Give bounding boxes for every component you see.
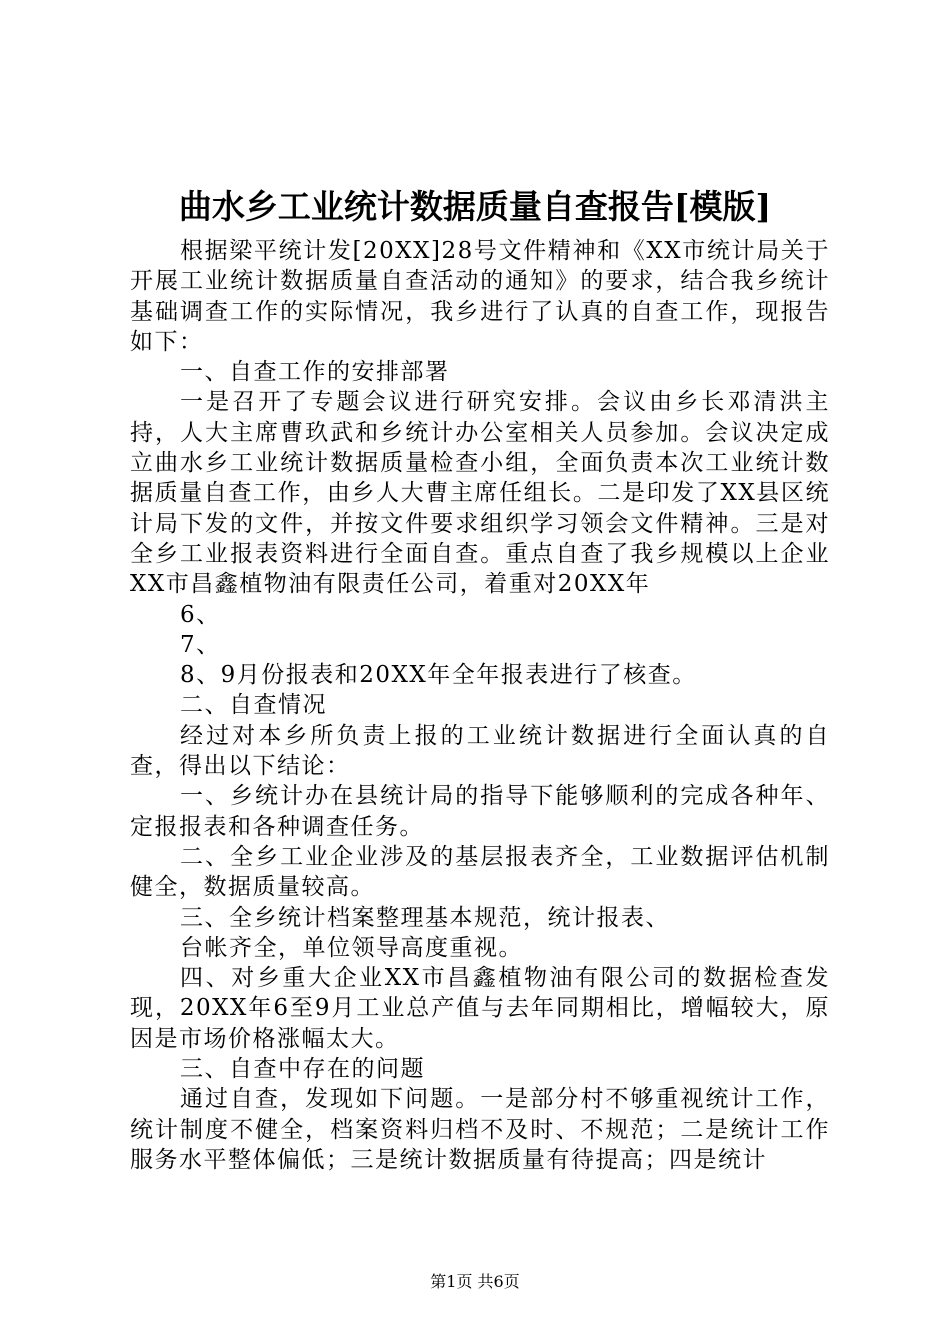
conclusion-item-4: 四、对乡重大企业XX市昌鑫植物油有限公司的数据检查发现，20XX年6至9月工业总产值与去年同期相比，增幅较大，原因是市场价格涨幅太大。 xyxy=(130,965,830,1052)
section-heading-3: 三、自查中存在的问题 xyxy=(180,1056,425,1083)
section-heading-2: 二、自查情况 xyxy=(180,692,327,719)
document-title: 曲水乡工业统计数据质量自查报告[模版] xyxy=(178,187,772,226)
paragraph-conclusion-intro: 经过对本乡所负责上报的工业统计数据进行全面认真的自查，得出以下结论： xyxy=(130,722,830,780)
conclusion-item-3: 三、全乡统计档案整理基本规范，统计报表、 xyxy=(180,904,670,931)
conclusion-item-2: 二、全乡工业企业涉及的基层报表齐全，工业数据评估机制健全，数据质量较高。 xyxy=(130,843,830,901)
section-heading-1: 一、自查工作的安排部署 xyxy=(180,359,450,386)
conclusion-item-1: 一、乡统计办在县统计局的指导下能够顺利的完成各种年、定报报表和各种调查任务。 xyxy=(130,783,830,840)
paragraph-arrangement: 一是召开了专题会议进行研究安排。会议由乡长邓清洪主持，人大主席曹玖武和乡统计办公室相关人员参加。会议决定成立曲水乡工业统计数据质量检查小组，全面负责本次工业统计数据质量自查工作，由乡人大曹主席任组长。二是印发了XX县区统计局下发的文件，并按文件要求组织学习领会文件精神。三是对全乡工业报表资料进行全面自查。重点自查了我乡规模以上企业XX市昌鑫植物油有限责任公司，着重对20XX年 xyxy=(130,389,830,598)
page-footer: 第1页 共6页 xyxy=(430,1272,520,1291)
document-body xyxy=(130,236,830,1175)
list-item-6: 6、 xyxy=(180,601,221,628)
conclusion-item-3-cont: 台帐齐全，单位领导高度重视。 xyxy=(180,934,523,961)
list-item-8: 8、9月份报表和20XX年全年报表进行了核查。 xyxy=(180,662,697,689)
paragraph-intro: 根据梁平统计发[20XX]28号文件精神和《XX市统计局关于开展工业统计数据质量自查活动的通知》的要求，结合我乡统计基础调查工作的实际情况，我乡进行了认真的自查工作，现报告如下： xyxy=(130,238,830,355)
list-item-7: 7、 xyxy=(180,631,221,658)
paragraph-problems: 通过自查，发现如下问题。一是部分村不够重视统计工作，统计制度不健全，档案资料归档不及时、不规范；二是统计工作服务水平整体偏低；三是统计数据质量有待提高；四是统计 xyxy=(130,1086,830,1173)
